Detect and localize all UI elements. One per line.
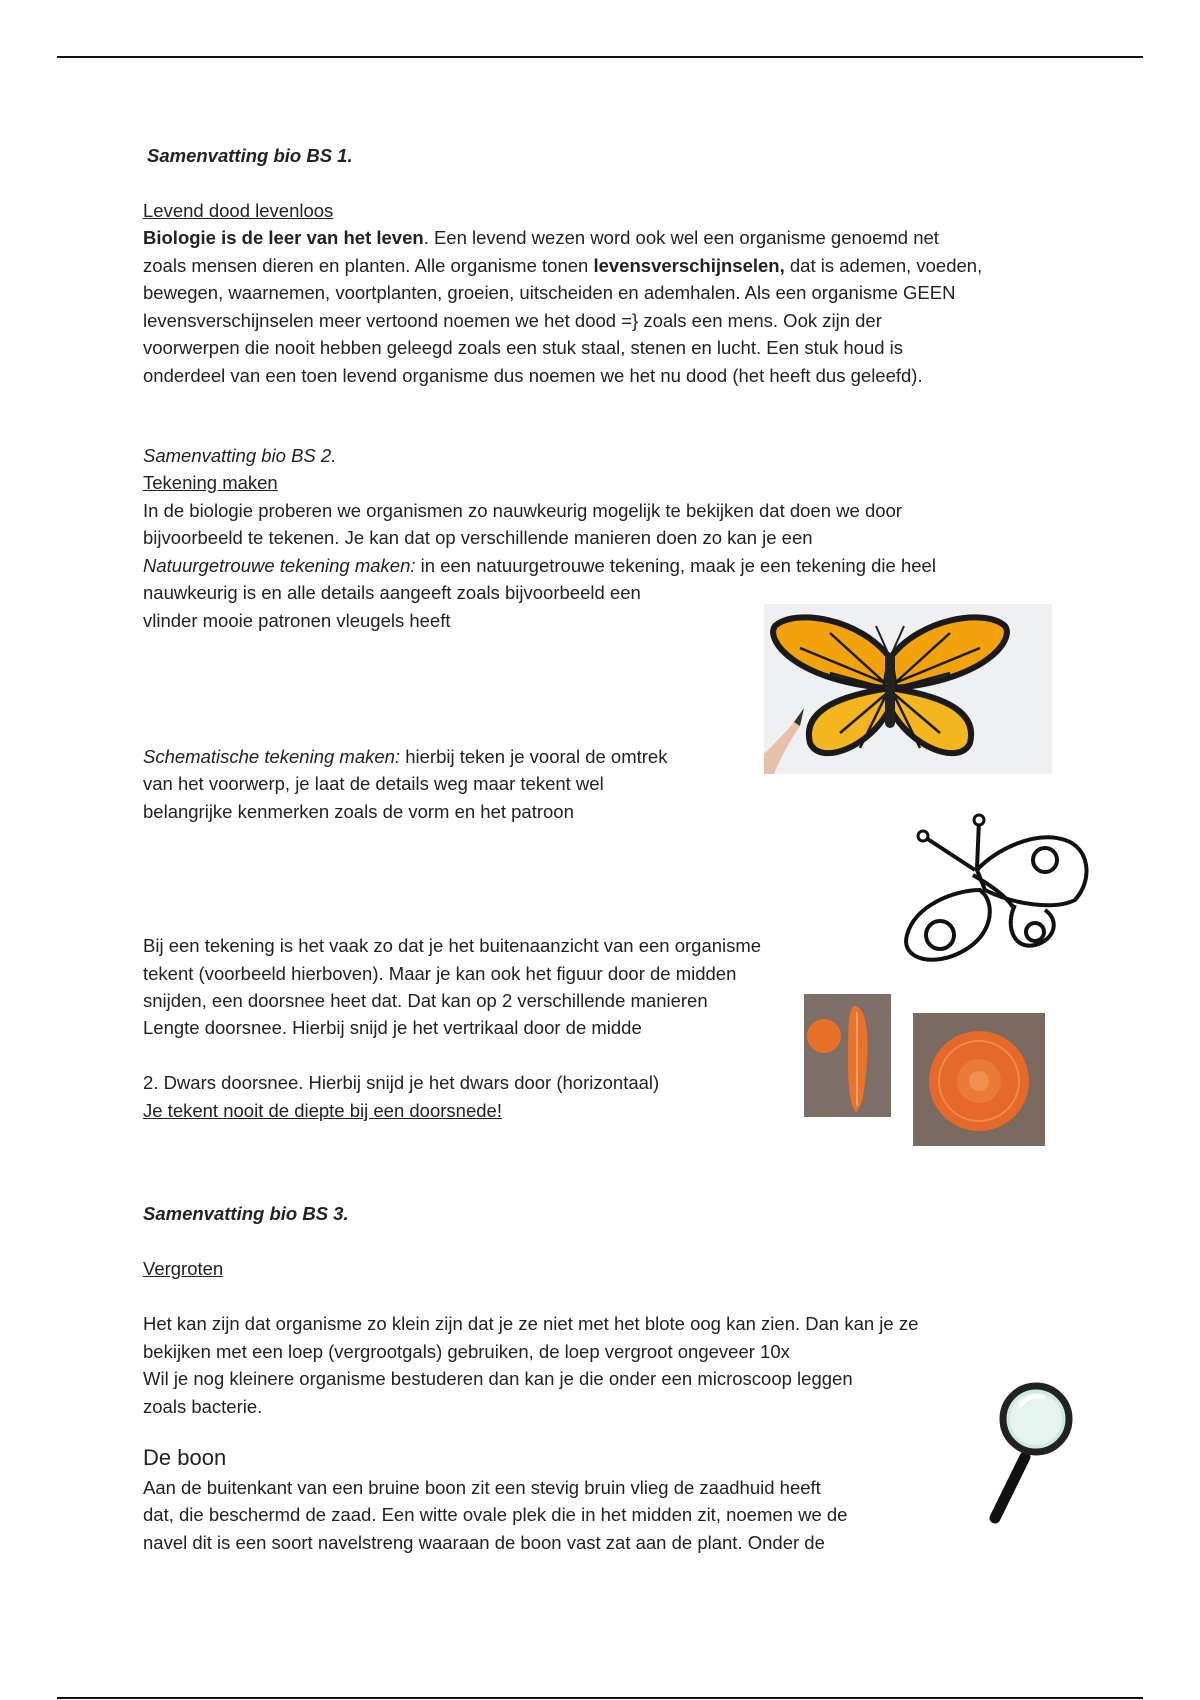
bs2-subtitle: Tekening maken	[143, 472, 278, 493]
bs1-line-1	[143, 224, 939, 252]
boon-heading: De boon	[143, 1445, 227, 1470]
bs1-subtitle: Levend dood levenloos	[143, 200, 334, 221]
bs1-line-6: onderdeel van een toen levend organisme dus noemen we het nu dood (het heeft dus geleefd).	[143, 365, 923, 386]
bs3-subtitle: Vergroten	[143, 1258, 224, 1279]
bs2-line-3-rest: in een natuurgetrouwe tekening, maak je een tekening die heel	[415, 555, 936, 576]
bs1-line-3: bewegen, waarnemen, voortplanten, groeien, uitscheiden en ademhalen. Als een organisme GEEN	[143, 282, 956, 303]
magnifying-glass-image	[985, 1375, 1080, 1525]
bs3-line-1: Het kan zijn dat organisme zo klein zijn dat je ze niet met het blote oog kan zien. Dan kan je ze	[143, 1313, 919, 1334]
bs2-doorsnee-line-5: 2. Dwars doorsnee. Hierbij snijd je het dwars door (horizontaal)	[143, 1072, 660, 1093]
bs2-title: Samenvatting bio BS 2.	[143, 445, 337, 466]
bs2-doorsnee-line-4: Lengte doorsnee. Hierbij snijd je het vertrikaal door de midde	[143, 1017, 642, 1038]
bs1-line-2-a: zoals mensen dieren en planten. Alle organisme tonen	[143, 255, 594, 276]
bs2-line-2: bijvoorbeeld te tekenen. Je kan dat op verschillende manieren doen zo kan je een	[143, 527, 813, 548]
bs1-title: Samenvatting bio BS 1.	[147, 145, 353, 166]
bs2-line-3	[143, 552, 936, 580]
bs1-bold-phrase: Biologie is de leer van het leven	[143, 227, 424, 248]
bs1-line-4: levensverschijnselen meer vertoond noemen we het dood =} zoals een mens. Ook zijn der	[143, 310, 882, 331]
bottom-rule	[57, 1697, 1143, 1699]
butterfly-photo	[764, 604, 1052, 774]
bs2-doorsnee-line-2: tekent (voorbeeld hierboven). Maar je kan ook het figuur door de midden	[143, 963, 737, 984]
carrot-cross-section-photo	[913, 1013, 1045, 1146]
bs2-line-4: nauwkeurig is en alle details aangeeft zoals bijvoorbeeld een	[143, 582, 641, 603]
bs2-schematic-rest: hierbij teken je vooral de omtrek	[400, 746, 668, 767]
bs2-line-5: vlinder mooie patronen vleugels heeft	[143, 610, 451, 631]
bs1-line-2	[143, 252, 982, 280]
bs2-schematic-line-3: belangrijke kenmerken zoals de vorm en het patroon	[143, 801, 574, 822]
carrot-lengthwise-photo	[804, 994, 891, 1117]
boon-line-1: Aan de buitenkant van een bruine boon zit een stevig bruin vlieg de zaadhuid heeft	[143, 1477, 821, 1498]
bs2-schematic-line-2: van het voorwerp, je laat de details weg maar tekent wel	[143, 773, 604, 794]
bs3-title: Samenvatting bio BS 3.	[143, 1203, 349, 1224]
bs1-line-2-b: dat is ademen, voeden,	[784, 255, 983, 276]
schematic-butterfly-drawing	[895, 810, 1095, 980]
top-rule	[57, 56, 1143, 58]
bs2-doorsnee-line-3: snijden, een doorsnee heet dat. Dat kan op 2 verschillende manieren	[143, 990, 708, 1011]
bs3-line-3: Wil je nog kleinere organisme bestuderen dan kan je die onder een microscoop leggen	[143, 1368, 853, 1389]
bs1-line-1-rest: . Een levend wezen word ook wel een organisme genoemd net	[423, 227, 939, 248]
bs3-line-2: bekijken met een loep (vergrootgals) gebruiken, de loep vergroot ongeveer 10x	[143, 1341, 790, 1362]
bs3-line-4: zoals bacterie.	[143, 1396, 263, 1417]
boon-line-3: navel dit is een soort navelstreng waaraan de boon vast zat aan de plant. Onder de	[143, 1532, 825, 1553]
bs2-doorsnee-warning: Je tekent nooit de diepte bij een doorsnede!	[143, 1100, 502, 1121]
bs2-line-3-italic: Natuurgetrouwe tekening maken:	[143, 555, 416, 576]
bs1-line-5: voorwerpen die nooit hebben geleegd zoals een stuk staal, stenen en lucht. Een stuk houd is	[143, 337, 904, 358]
bs2-schematic-line-1	[143, 743, 667, 771]
bs2-line-1: In de biologie proberen we organismen zo nauwkeurig mogelijk te bekijken dat doen we door	[143, 500, 902, 521]
bs2-schematic-italic: Schematische tekening maken:	[143, 746, 401, 767]
boon-line-2: dat, die beschermd de zaad. Een witte ovale plek die in het midden zit, noemen we de	[143, 1504, 848, 1525]
bs1-line-2-bold: levensverschijnselen,	[593, 255, 785, 276]
bs2-doorsnee-line-1: Bij een tekening is het vaak zo dat je het buitenaanzicht van een organisme	[143, 935, 762, 956]
